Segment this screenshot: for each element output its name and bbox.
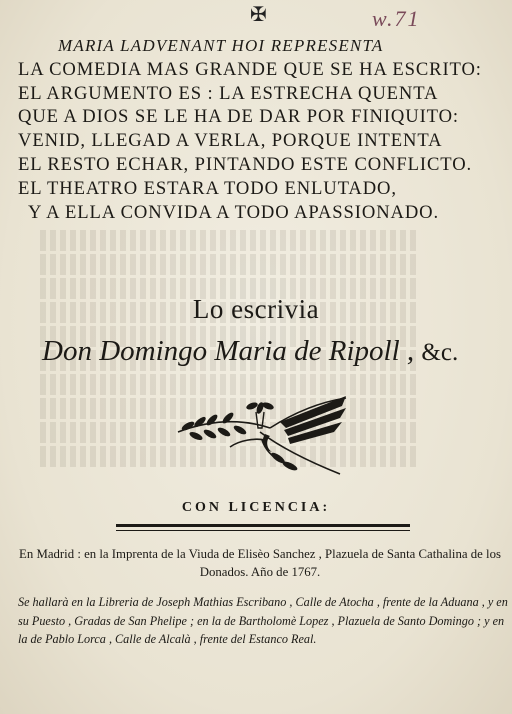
handwritten-shelfmark: w.71 (372, 6, 421, 31)
escrivia-line: Lo escrivia (192, 294, 320, 324)
poem-line: QUE A DIOS SE LE HA DE DAR POR FINIQUITO: (18, 106, 459, 128)
poem-line: EL RESTO ECHAR, PINTANDO ESTE CONFLICTO. (18, 153, 473, 175)
double-rule-thin (116, 530, 410, 531)
laurel-palm-ornament-icon (170, 392, 350, 482)
poem-block (18, 34, 508, 224)
author-name: Don Domingo Maria de Ripoll , (42, 335, 415, 367)
poem-line: EL ARGUMENTO ES : LA ESTRECHA QUENTA (18, 82, 439, 104)
cross-icon: ✠ (250, 4, 267, 26)
licencia-heading: CON LICENCIA: (181, 500, 331, 515)
author-etc: &c. (421, 339, 459, 366)
bookseller-notice: Se hallarà en la Libreria de Joseph Mathias Escribano , Calle de Atocha , frente de la Aduana , y en su Puesto , Gradas de San Phelipe ; en la de Bartholomè Lopez , Plazuela de Santo Domingo ; y en la de Pablo Lorca , Calle de Alcalà , frente del Estanco Real. (18, 595, 508, 647)
poem-line: EL THEATRO ESTARA TODO ENLUTADO, (18, 177, 397, 199)
imprint-text: En Madrid : en la Imprenta de la Viuda de Elisèo Sanchez , Plazuela de Santa Cathalina de los Donados. Año de 1767. (19, 547, 501, 579)
poem-line: Y A ELLA CONVIDA A TODO APASSIONADO. (28, 201, 440, 223)
poem-line: MARIA LADVENANT HOI REPRESENTA (58, 36, 384, 55)
author-line (42, 335, 458, 368)
double-rule-thick (116, 524, 410, 527)
poem-line: VENID, LLEGAD A VERLA, PORQUE INTENTA (18, 130, 443, 152)
poem-line: LA COMEDIA MAS GRANDE QUE SE HA ESCRITO: (18, 58, 482, 80)
